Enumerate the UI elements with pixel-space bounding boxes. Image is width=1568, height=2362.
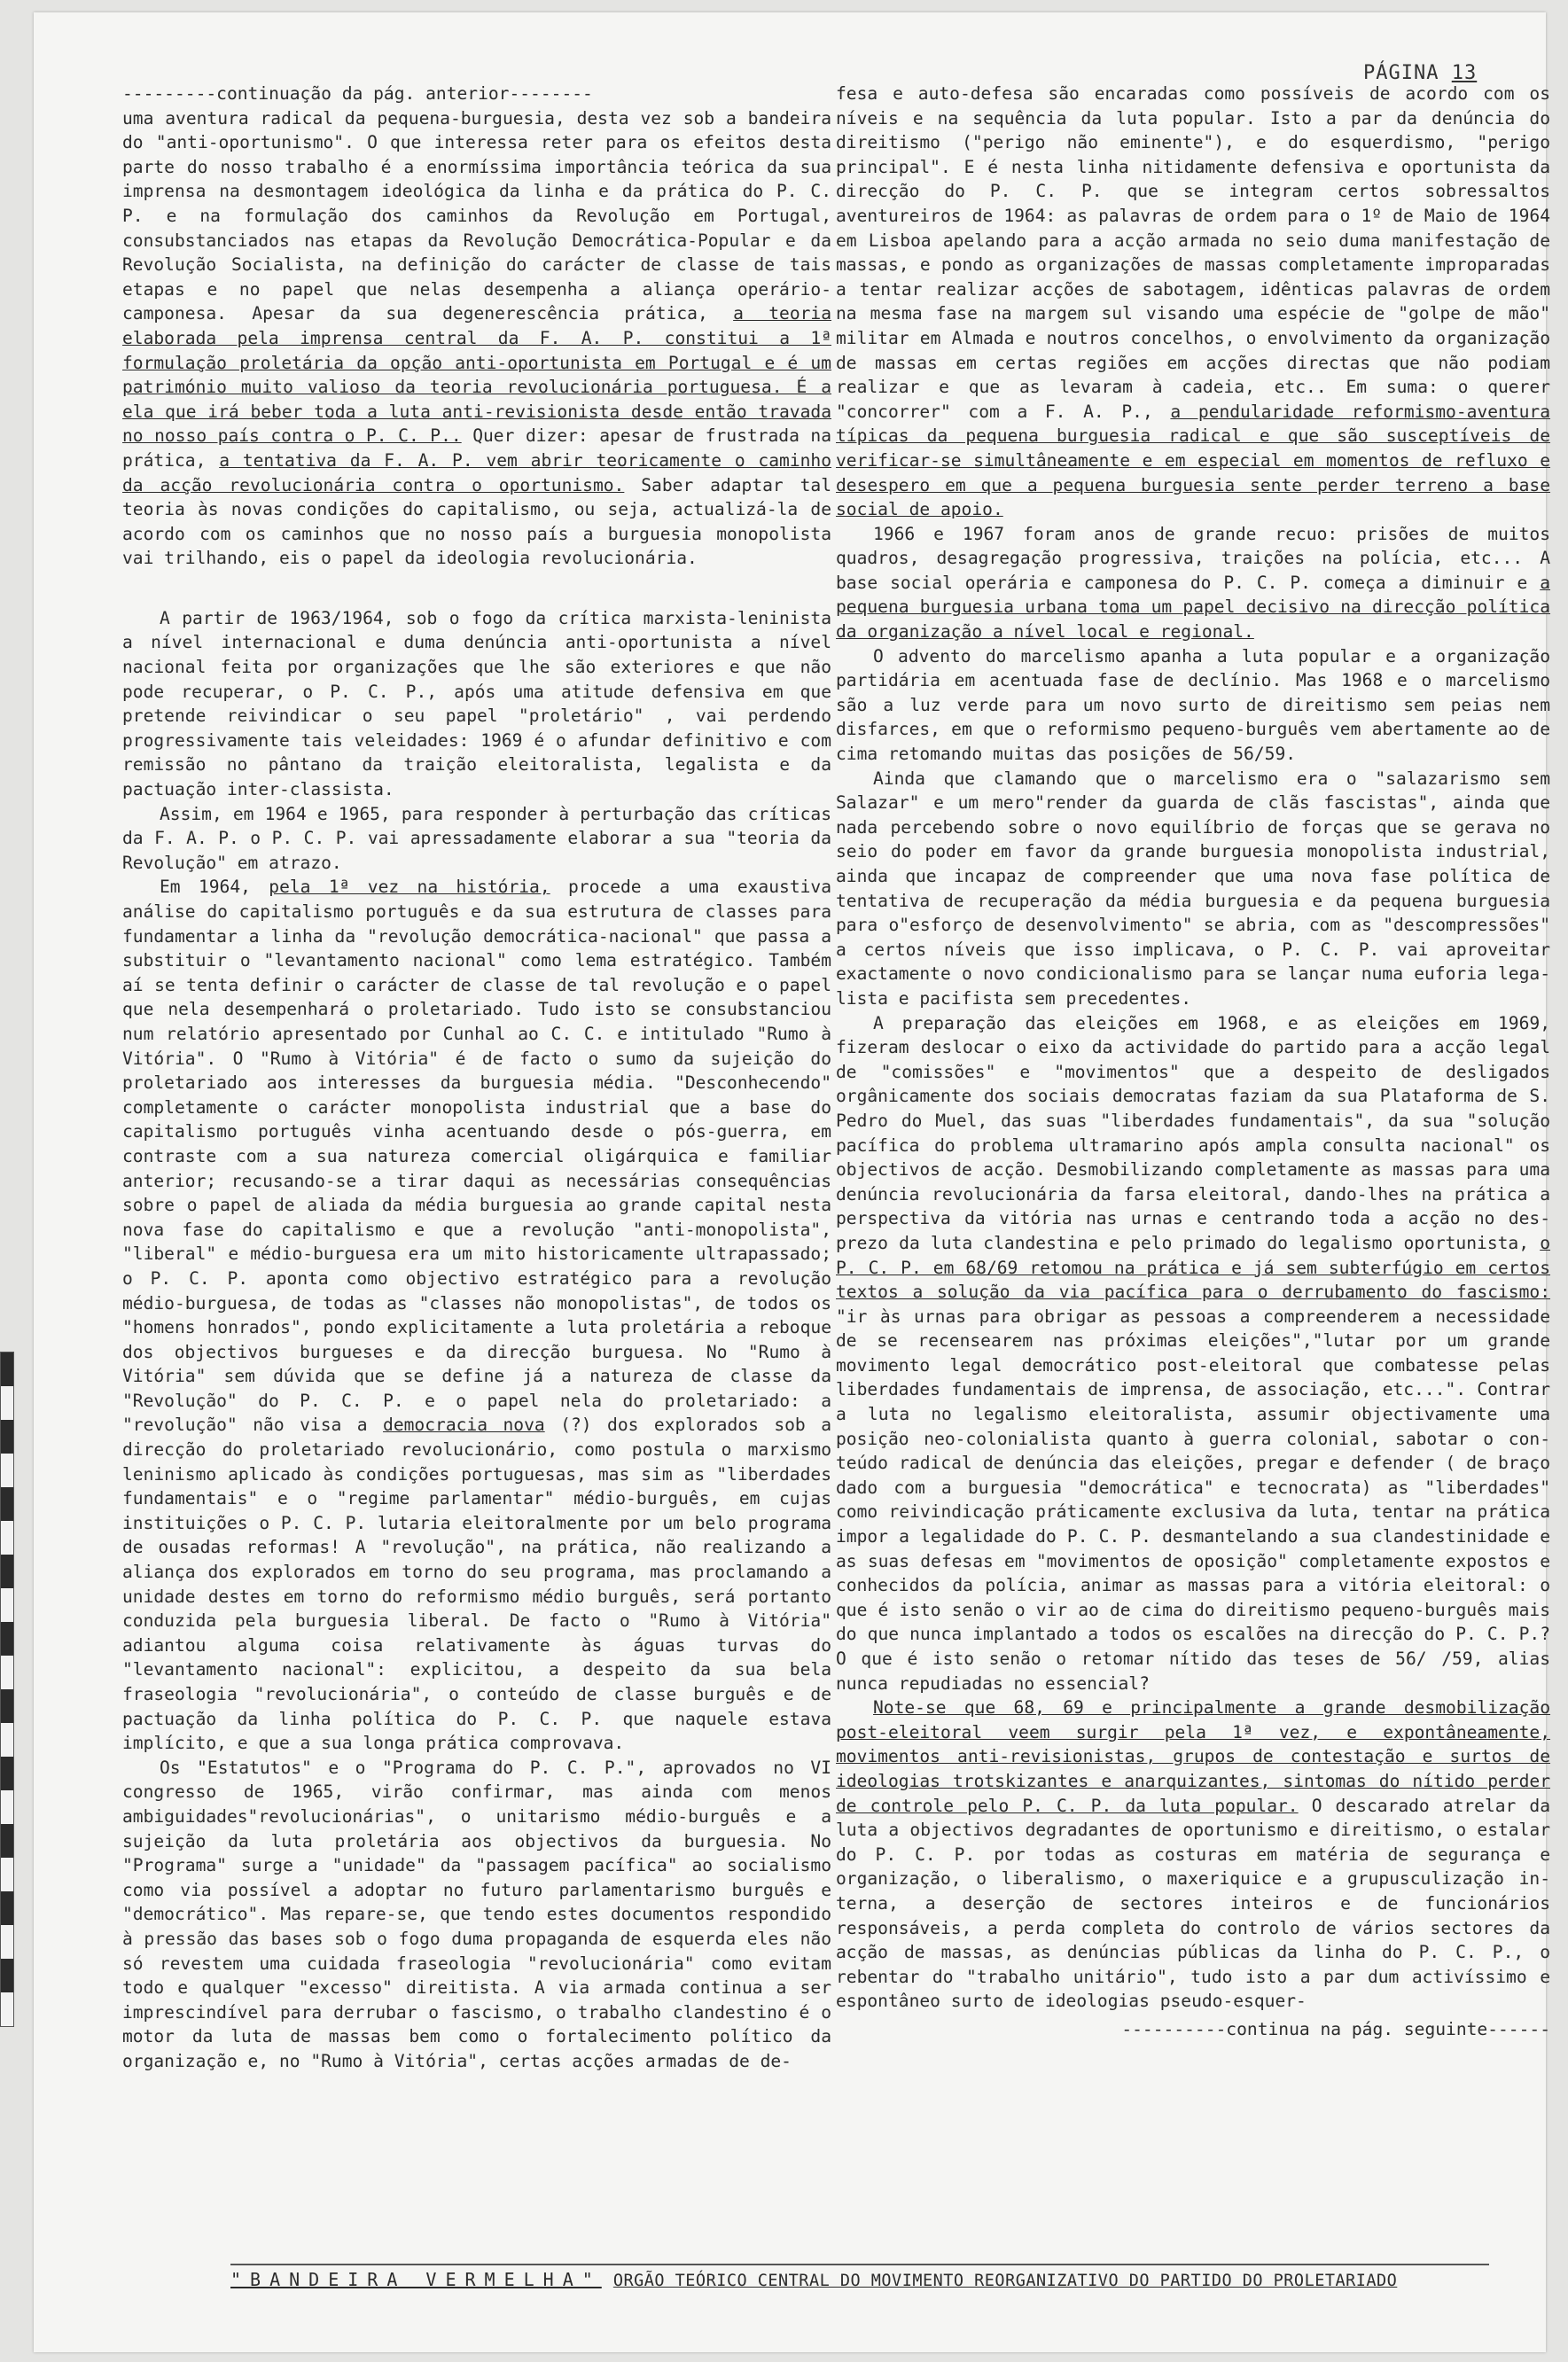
paragraph: Assim, em 1964 e 1965, para responder à perturbação das críticas da F. A. P. o P. C. P. vai apressadamente elaborar a sua "teoria da Revolução" em atrazo. (122, 803, 831, 873)
text-run: fesa e auto-defesa são encaradas como possíveis de acordo com os níveis e na sequência da luta popular. Isto a par da denúncia do direitismo ("perigo não eminente"), e do esquerdismo, "perigo principal". E é nesta linha nitidamente defensiva e oportunista da direcção do P. C. P. que se integram certos sobressaltos aventureiros de 1964: as palavras de ordem para o 1º de Maio de 1964 em Lisboa apelando para a acção armada no seio duma manifestação de massas, e pondo as organizações de massas completamente improparadas a tentar realizar acções de sabotagem, idênticas palavras de ordem na mesma fase na margem sul visando uma espécie de "golpe de mão" militar em Almada e noutros concelhos, o envolvimento da organização de massas em certas regiões em acções directas que não podiam realizar e que as levaram à cadeia, etc.. Em suma: o querer "concorrer" com a F. A. P., (836, 83, 1550, 422)
publication-description: ORGÃO TEÓRICO CENTRAL DO MOVIMENTO REORGANIZATIVO DO PARTIDO DO PROLETARIADO (612, 2272, 1398, 2290)
paragraph (836, 1011, 1550, 1696)
underlined-text: a pequena burguesia urbana toma um papel decisivo na direcção política da organização a nível local e regional. (836, 572, 1550, 643)
paragraph (836, 1695, 1550, 2014)
text-run: A preparação das eleições em 1968, e as eleições em 1969, fizeram deslocar o eixo da actividade do partido para a acção legal de "comissões" e "movimentos" que a despeito de desligados orgânicamente dos sociais democratas faziam da sua Plataforma de S. Pedro do Muel, das suas "liberdades fundamentais", da sua "solução pacífica do problema ultramarino após ampla consulta nacional" os objectivos de acção. Desmobilizando completamente as massas para uma denúncia revolucionária da farsa eleitoral, dando-lhes na prática a perspectiva da vitória nas urnas e centrando toda a acção no desprezo da luta clandestina e pelo primado do legalismo oportunista, (836, 1012, 1550, 1253)
masthead-footer (230, 2264, 1489, 2290)
paragraph: Os "Estatutos" e o "Programa do P. C. P.", aprovados no VI congresso de 1965, virão confirmar, mas ainda com menos ambiguidades"revolucionárias", o unitarismo médio-burguês e a sujeição da luta proletária aos objectivos da burguesia. No "Programa" surge a "unidade" da "passagem pacífica" ao socialismo como via possível a adoptar no futuro parlamentarismo burguês e "democrático". Mas repare-se, que tendo estes documentos respondido à pressão das bases sob o fogo duma propaganda de esquerda eles não só revestem uma cuidada fraseologia "revolucionária" como evitam todo e qualquer "excesso" direitista. A via armada continua a ser imprescindível para derrubar o fascismo, o trabalho clandestino é o motor da luta de massas bem como o fortalecimento político da organização e, no "Rumo à Vitória", certas acções armadas de de- (122, 1757, 831, 2071)
paragraph: Ainda que clamando que o marcelismo era o "salazarismo sem Salazar" e um mero"render da guarda de clãs fascistas", ainda que nada percebendo sobre o novo equilíbrio de forças que se gerava no seio do poder em favor da grande burguesia monopolista industrial, ainda que incapaz de compreender que uma nova fase política de tentativa de recuperação da média burguesia e da pequena burguesia para o"esforço de desenvolvimento" se abria, com as "descompressões" a certos níveis que isso implicava, o P. C. P. vai aproveitar exactamente o novo condicionalismo para se lançar numa euforia legalista e pacifista sem precedentes. (836, 768, 1550, 1009)
publication-name: "BANDEIRA VERMELHA" (230, 2269, 602, 2290)
text-run: 1966 e 1967 foram anos de grande recuo: prisões de muitos quadros, desagregação progressiva, traições na polícia, etc... A base social operária e camponesa do P. C. P. começa a diminuir e (836, 523, 1550, 593)
scan-scale-bar (0, 1352, 14, 2027)
underlined-text: Note-se que 68, 69 e principalmente a grande desmobilização post-eleitoral veem surgir pela 1ª vez, e expontâneamente, movimentos anti-revisionistas, grupos de contestação e surtos de ideologias trotskizantes e anarquizantes, sintomas do nítido perder de controle pelo P. C. P. da luta popular. (836, 1697, 1550, 1816)
text-run: Em 1964, (160, 877, 251, 898)
continuation-next: ----------continua na pág. seguinte------ (1121, 2018, 1550, 2039)
paragraph (122, 875, 831, 1755)
paragraph (122, 106, 831, 571)
paragraph: A partir de 1963/1964, sob o fogo da crítica marxista-leninista a nível internacional e duma denúncia anti-oportunista a nível nacional feita por organizações que lhe são exteriores e que não pode recuperar, o P. C. P., após uma atitude defensiva em que pretende reivindicar o seu papel "proletário" , vai perdendo progressivamente tais veleidades: 1969 é o afundar definitivo e com remissão no pântano da traição eleitoralista, legalista e da pactuação inter-classista. (122, 607, 831, 800)
text-run: (?) dos explorados sob a direcção do proletariado revolucionário, como postula o marxismo leninismo aplicado às condições portuguesas, mas sim as "liberdades fundamentais" e o "regime parlamentar" médio-burguês, em cujas instituições o P. C. P. lutaria eleitoralmente por um belo programa de ousadas reformas! A "revolução", na prática, não realizando a aliança dos explorados em torno do seu programa, mas proclamando a unidade destes em torno do reformismo médio burguês, será portanto conduzida pela burguesia liberal. De facto o "Rumo à Vitória" adiantou alguma coisa relativamente às águas turvas do "levantamento nacional": explicitou, a despeito da sua bela fraseologia "revolucionária", o conteúdo de classe burguês e de pactuação da linha política do P. C. P. que naquele estava implícito, e que a sua longa prática comprovava. (122, 1415, 832, 1754)
text-run: "ir às urnas para obrigar as pessoas a compreenderem a necessidade de se recensearem nas próximas eleições","lutar por um grande movimento legal democrático post-eleitoral que combatesse pelas liberdades fundamentais de imprensa, de associação, etc...". Contrar a luta no legalismo eleitoralista, assumir objectivamente uma posição neo-colonialista quanto à guerra colonial, sabotar o conteúdo radical de denúncia das eleições, pregar e defender ( de braço dado com a burguesia "democrática" e tecnocrata) as "liberdades" como reivindicação práticamente exclusiva da luta, tentar na prática impor a legalidade do P. C. P. desmantelando a sua clandestinidade e as suas defesas em "movimentos de oposição" completamente expostos e conhecidos da polícia, animar as massas para a vitória eleitoral: o que é isto senão o vir ao de cima do direitismo pequeno-burguês mais do que nunca implantado a todos os escalões na direcção do P. C. P.? O que é isto senão o retomar nítido das teses de 56/ /59, alias nunca repudiadas no essencial? (836, 1306, 1550, 1694)
text-run: uma aventura radical da pequena-burguesia, desta vez sob a bandeira do "anti-oportunismo". O que interessa reter para os efeitos desta parte do nosso trabalho é a enormíssima importância teórica da sua imprensa na desmontagem ideológica da linha e da prática do P. C. P. e na formulação dos caminhos da Revolução em Portugal, consubstanciados nas etapas da Revolução Democrática-Popular e da Revolução Socialista, na definição do carácter de classe de tais etapas e no papel que nelas desempenha a aliança operário-camponesa. Apesar da sua degenerescência prática, (122, 107, 831, 324)
page-number-value: 13 (1451, 62, 1478, 84)
underlined-text: a pendularidade reformismo-aventura típicas da pequena burguesia radical e que são susceptíveis de verificar-se simultâneamente e em especial em momentos de refluxo e desespero em que a pequena burguesia sente perder terreno a base social de apoio. (836, 401, 1550, 520)
right-column (836, 82, 1550, 2042)
continuation-previous: ---------continuação da pág. anterior-------- (122, 83, 593, 104)
paragraph: O advento do marcelismo apanha a luta popular e a organização partidária em acentuada fase de declínio. Mas 1968 e o marcelismo são a luz verde para um novo surto de direitismo sem peias nem disfarces, em que o reformismo pequeno-burguês vem abertamente ao de cima retomando muitas das posições de 56/59. (836, 645, 1550, 765)
left-column (122, 82, 831, 2074)
page-label: PÁGINA (1363, 62, 1439, 84)
paragraph (836, 82, 1550, 522)
underlined-text: o P. C. P. em 68/69 retomou na prática e já sem subterfúgio em certos textos a solução da via pacífica para o derrubamento do fascismo: (836, 1232, 1550, 1303)
text-run: procede a uma exaustiva análise do capitalismo português e da sua estrutura de classes para fundamentar a linha da "revolução democrática-nacional" que passa a substituir o "levantamento nacional" como lema estratégico. Também aí se tenta definir o carácter de classe de tal revolução e o papel que nela desempenhará o proletariado. Tudo isto se consubstanciou num relatório apresentado por Cunhal ao C. C. e intitulado "Rumo à Vitória". O "Rumo à Vitória" é de facto o sumo da sujeição do proletariado aos interesses da burguesia média. "Desconhecendo" completamente o carácter monopolista industrial que a base do capitalismo português vinha acentuando desde o pós-guerra, em contraste com a sua natureza comercial oligárquica e familiar anterior; recusando-se a tirar daqui as necessárias consequências sobre o papel de aliada da média burguesia ao grande capital nesta nova fase do capitalismo e que a revolução "anti-monopolista", "liberal" e médio-burguesa era um mito historicamente ultrapassado; o P. C. P. aponta como objectivo estratégico para a revolução médio-burguesa, de todas as "classes não monopolistas", de todos os "homens honrados", pondo explicitamente a luta proletária a reboque dos objectivos burgueses e da direcção burguesa. No "Rumo à Vitória" sem dúvida que se define já a natureza de classe da "Revolução" do P. C. P. e o papel nela do proletariado: a "revolução" não visa a (122, 877, 832, 1436)
text-run: Quer dizer: apesar de frustrada na prática, (122, 425, 831, 471)
paragraph (836, 522, 1550, 644)
underlined-text: a teoria elaborada pela imprensa central da F. A. P. constitui a 1ª formulação proletária da opção anti-oportunista em Portugal e é um património muito valioso da teoria revolucionária portuguesa. É a ela que irá beber toda a luta anti-revisionista desde então travada no nosso país contra o P. C. P.. (122, 303, 832, 447)
underlined-text: pela 1ª vez na história, (269, 877, 550, 898)
text-run: Saber adaptar tal teoria às novas condições do capitalismo, ou seja, actualizá-la de acordo com os caminhos que no nosso país a burguesia monopolista vai trilhando, eis o papel da ideologia revolucionária. (122, 474, 832, 569)
underlined-text: democracia nova (383, 1415, 545, 1436)
underlined-text: a tentativa da F. A. P. vem abrir teoricamente o caminho da acção revolucionária contra o oportunismo. (122, 449, 832, 495)
document-page (34, 12, 1551, 2352)
text-run: O descarado atrelar da luta a objectivos degradantes de oportunismo e direitismo, o estalar do P. C. P. por todas as costuras em matéria de segurança e organização, o liberalismo, o maxeriquice e a grupusculização interna, a deserção de sectores inteiros e de funcionários responsáveis, a perda completa do controlo de vários sectores da acção de massas, as denúncias públicas da linha do P. C. P., o rebentar do "trabalho unitário", tudo isto a par dum activíssimo e espontâneo surto de ideologias pseudo-esquer- (836, 1795, 1551, 2012)
